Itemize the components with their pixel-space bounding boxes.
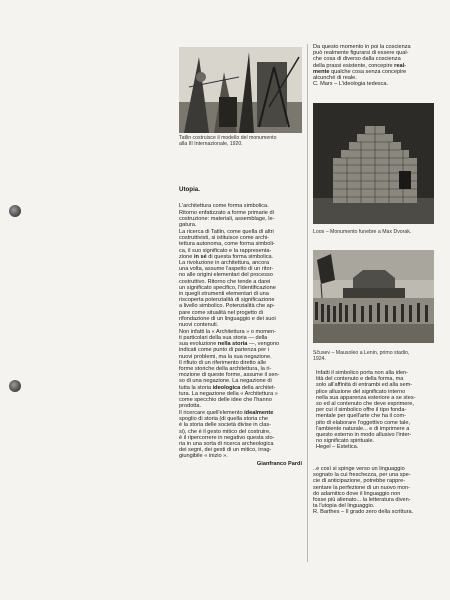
essay-line: Il ricercare quell'elemento (179, 409, 245, 416)
essay-line: La ricerca di Tatlin, come quella di altri (179, 229, 274, 236)
essay-line: un significato specifico, l'identificazione (179, 284, 276, 291)
essay-paragraph (179, 329, 302, 410)
quote-line: solo all'affinità di entrambi ed alla sem- (316, 382, 413, 389)
essay-line: sua evoluzione (179, 341, 218, 348)
essay-line: prodotta. (179, 403, 202, 410)
quote-attribution: R. Barthes – Il grado zero della scrittura. (313, 509, 414, 516)
essay-line: no alle origini elementari del processo (179, 272, 273, 279)
quote-line: Infatti il simbolico porta non alla iden- (316, 370, 409, 376)
essay-line: tettura autonoma, come forma simboli- (179, 241, 275, 248)
essay-line: spoglio di storia (di quella storia che (179, 416, 268, 423)
quote-line: tità del contenuto e della forma, ma (316, 376, 404, 383)
essay-emphasis: ideologica (212, 384, 241, 391)
essay-line: Non infatti la « Architettura » o momen- (179, 328, 277, 335)
quote-line: plice allusione del significato interno (316, 388, 406, 395)
essay-line: in quegli strumenti elementari di una (179, 291, 269, 298)
quote-line: pito di elaborare l'oggettivo come tale, (316, 419, 411, 426)
quote-line: cie di anticipazione, potrebbe rappre- (313, 478, 406, 485)
essay-author: Gianfranco Pardi (256, 460, 302, 467)
essay-line: ti particolari della sua storia — della (179, 334, 268, 341)
binder-hole-bottom (9, 380, 21, 392)
essay-line: come specchio delle idee che l'hanno (179, 397, 272, 403)
essay-line: è il ripercorrere in negativo questa sto- (179, 434, 275, 441)
essay-line: tura. La negazione della « Architettura » (179, 390, 278, 397)
quote-line: do adamitico dove il linguaggio non (313, 490, 401, 497)
essay-line: zione (179, 253, 194, 260)
essay-line: riscoperta potenzialità di significazione (179, 297, 275, 304)
essay-line: pare come situalità nel progetto di (179, 309, 263, 316)
essay-line: giungibile « inizio ». (179, 453, 228, 460)
essay-line: ca, il suo significato e la rappresenta- (179, 247, 272, 254)
quote-line: mentale per quell'arte che ha il com- (316, 413, 406, 420)
essay-line: Ritorno enfatizzato a forme primarie di (179, 209, 274, 216)
essay-line: della architet- (240, 384, 276, 391)
essay-emphasis: nella storia (217, 341, 248, 348)
quote-emphasis: real- (394, 62, 406, 69)
essay-column (179, 187, 302, 467)
quote-line: alcunché di reale. (313, 75, 357, 82)
barthes-quote (313, 466, 443, 516)
quote-line: nella sua apparenza esteriore a se stes- (316, 394, 416, 401)
column-divider (307, 44, 308, 562)
essay-line: costruttivisti, si istituisce come archi- (179, 235, 270, 242)
essay-line: tutta la storia (179, 384, 212, 391)
essay-line: L'architettura come forma simbolica. (179, 203, 269, 210)
hegel-quote (316, 370, 442, 451)
quote-line: so ed al contenuto che deve esprimere, (316, 401, 414, 408)
quote-line: no significato spirituale. (316, 438, 375, 445)
tatlin-caption (179, 135, 302, 147)
essay-line: mozione di queste forme, assume il sen- (179, 372, 280, 379)
tatlin-caption-line: alla III Internazionale, 1920. (179, 141, 243, 147)
quote-line: questo esterno in modo allusivo l'inter- (316, 432, 412, 439)
quote-line: per cui il simbolico offre il tipo fonda- (316, 407, 407, 414)
essay-line: nuovi contenuti. (179, 322, 219, 329)
tatlin-caption-line: Tatlin costruisce il modello del monumento (179, 135, 277, 141)
essay-line: è la storia delle società divise in clas- (179, 422, 272, 429)
marx-quote (313, 44, 439, 87)
lenin-mausoleum-photo (313, 250, 434, 343)
sciusev-caption-line: 1924. (313, 356, 326, 362)
quote-line: ta l'utopia del linguaggio. (313, 503, 375, 510)
tatlin-photo (179, 47, 302, 133)
essay-line: gatura. (179, 222, 197, 229)
essay-line: a livello simbolico. Potenzialità che ap- (179, 303, 275, 310)
essay-line: costruzione: materiali, assemblage, le- (179, 216, 275, 223)
loos-monument-photo (313, 103, 434, 224)
essay-paragraph (179, 229, 302, 328)
essay-line: di questa forma simbolica. (206, 253, 274, 260)
quote-line: Da questo momento in poi la coscienza (313, 44, 411, 50)
quote-line: ..e così si spinge verso un linguaggio (313, 466, 405, 472)
essay-paragraph (179, 203, 302, 209)
quote-attribution: C. Marx – L'ideologia tedesca. (313, 81, 389, 88)
essay-paragraph (179, 410, 302, 460)
quote-text: della prassi esistente, concepire (313, 62, 393, 69)
essay-line: una volta, assume l'aspetto di un ritor- (179, 266, 274, 273)
essay-line: si), che è il gesto mitico del costruire, (179, 428, 271, 435)
essay-paragraph (179, 210, 302, 229)
essay-line: rifondazione di un linguaggio e dei suoi (179, 315, 276, 322)
essay-line: La rivoluzione in architettura, ancora (179, 260, 270, 267)
essay-emphasis: idealmente (244, 409, 274, 416)
essay-line: —, vengono (247, 341, 280, 348)
sciusev-caption-line: Sčusev – Mausoleo a Lenin, primo stadio, (313, 350, 410, 356)
quote-line: l'ambiente naturale... e di imprimere a (316, 425, 410, 432)
essay-line: indicati come punto di partenza per i (179, 347, 269, 354)
essay-line: forme storiche della architettura, la ri- (179, 365, 272, 372)
binder-hole-top (9, 205, 21, 217)
quote-emphasis: mente (313, 68, 330, 75)
quote-line: fosse più alienato... la letteratura diven- (313, 497, 411, 504)
essay-line: Il rifiuto di un riferimento diretto alle (179, 359, 267, 366)
quote-line: sognato la cui freschezza, per una spe- (313, 472, 411, 479)
essay-title: Utopia. (179, 186, 200, 193)
essay-line: dei segni, dei gesti di un mitico, irrag- (179, 447, 272, 454)
essay-emphasis: in sé (193, 253, 207, 260)
quote-line: sentare la perfezione di un nuovo mon- (313, 484, 411, 491)
quote-line: che cosa di diverso dalla coscienza (313, 56, 401, 63)
sciusev-caption (313, 350, 439, 362)
quote-attribution: Hegel – Estetica. (316, 444, 359, 451)
essay-line: so di una negazione. La negazione di (179, 378, 272, 385)
essay-line: nuovi problemi, ma la sua negazione. (179, 353, 272, 360)
quote-line: può realmente figurarsi di essere qual- (313, 50, 409, 57)
essay-line: ria in una sorta di ricerca archeologica (179, 440, 274, 447)
loos-caption: Loos – Monumento funebre a Max Dvorak. (313, 229, 412, 235)
quote-text: qualche cosa senza concepire (329, 68, 407, 75)
essay-line: costruttivo. Ritorno che tende a darei (179, 278, 271, 285)
